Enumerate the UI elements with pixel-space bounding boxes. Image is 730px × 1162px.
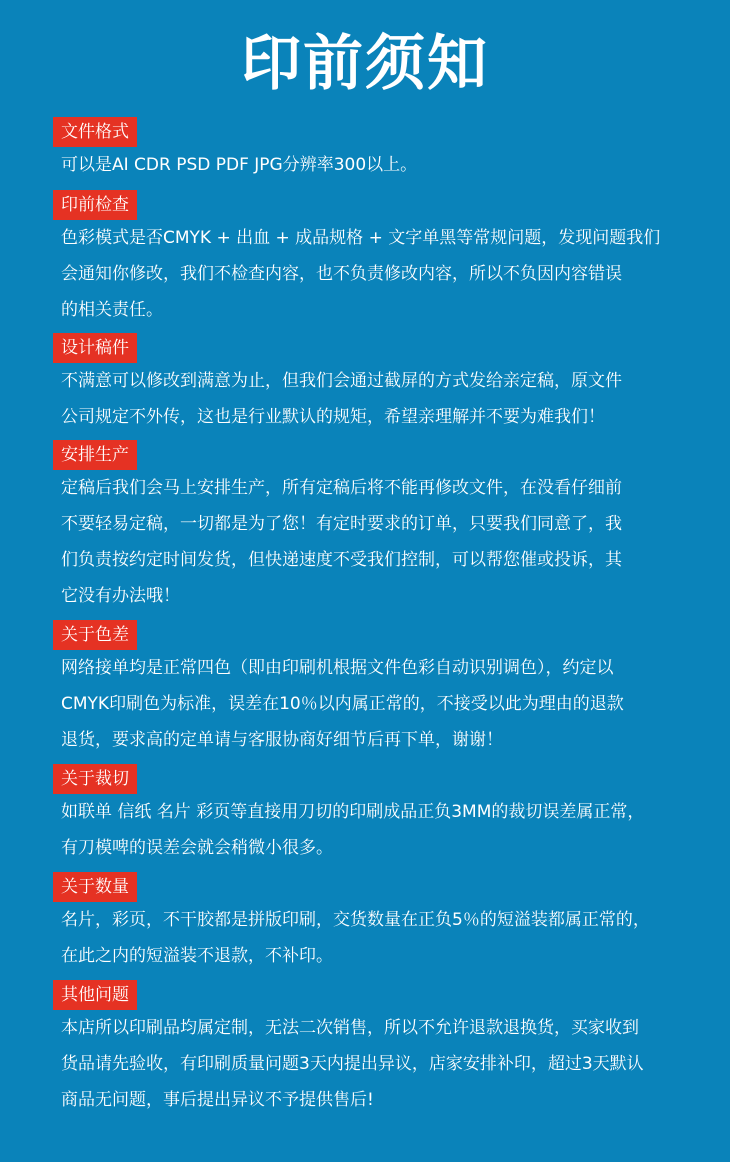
section-label: 关于裁切 (53, 764, 137, 794)
section-text-line: 它没有办法哦！ (61, 586, 180, 606)
section-label: 印前检查 (53, 190, 137, 220)
section-text-line: 的相关责任。 (61, 300, 163, 320)
section-text-line: 如联单 信纸 名片 彩页等直接用刀切的印刷成品正负3MM的裁切误差属正常， (61, 802, 645, 822)
section-text-line: 可以是AI CDR PSD PDF JPG分辨率300以上。 (61, 155, 418, 175)
section-text-line: 货品请先验收，有印刷质量问题3天内提出异议，店家安排补印，超过3天默认 (61, 1054, 644, 1074)
section-text-line: CMYK印刷色为标准，误差在10％以内属正常的，不接受以此为理由的退款 (61, 694, 624, 714)
section-text-line: 不满意可以修改到满意为止，但我们会通过截屏的方式发给亲定稿，原文件 (61, 371, 622, 391)
section-label: 关于色差 (53, 620, 137, 650)
section-text-line: 不要轻易定稿，一切都是为了您！有定时要求的订单，只要我们同意了，我 (61, 514, 622, 534)
section-text-line: 名片，彩页，不干胶都是拼版印刷，交货数量在正负5％的短溢装都属正常的， (61, 910, 650, 930)
section-text-line: 定稿后我们会马上安排生产，所有定稿后将不能再修改文件，在没看仔细前 (61, 478, 622, 498)
section-label: 文件格式 (53, 117, 137, 147)
section-text-line: 公司规定不外传，这也是行业默认的规矩，希望亲理解并不要为难我们！ (61, 407, 605, 427)
page-title: 印前须知 (241, 29, 489, 99)
section-text-line: 会通知你修改，我们不检查内容，也不负责修改内容，所以不负因内容错误 (61, 264, 622, 284)
section-text-line: 色彩模式是否CMYK + 出血 + 成品规格 + 文字单黑等常规问题，发现问题我们 (61, 228, 661, 248)
section-text-line: 在此之内的短溢装不退款，不补印。 (61, 946, 333, 966)
section-text-line: 商品无问题，事后提出异议不予提供售后! (61, 1090, 374, 1110)
section-text-line: 网络接单均是正常四色（即由印刷机根据文件色彩自动识别调色），约定以 (61, 658, 614, 678)
section-label: 设计稿件 (53, 333, 137, 363)
section-label: 其他问题 (53, 980, 137, 1010)
section-text-line: 退货，要求高的定单请与客服协商好细节后再下单，谢谢！ (61, 730, 503, 750)
section-label: 关于数量 (53, 872, 137, 902)
section-text-line: 们负责按约定时间发货，但快递速度不受我们控制，可以帮您催或投诉，其 (61, 550, 622, 570)
section-label: 安排生产 (53, 440, 137, 470)
section-text-line: 本店所以印刷品均属定制，无法二次销售，所以不允许退款退换货，买家收到 (61, 1018, 639, 1038)
section-text-line: 有刀模啤的误差会就会稍微小很多。 (61, 838, 333, 858)
